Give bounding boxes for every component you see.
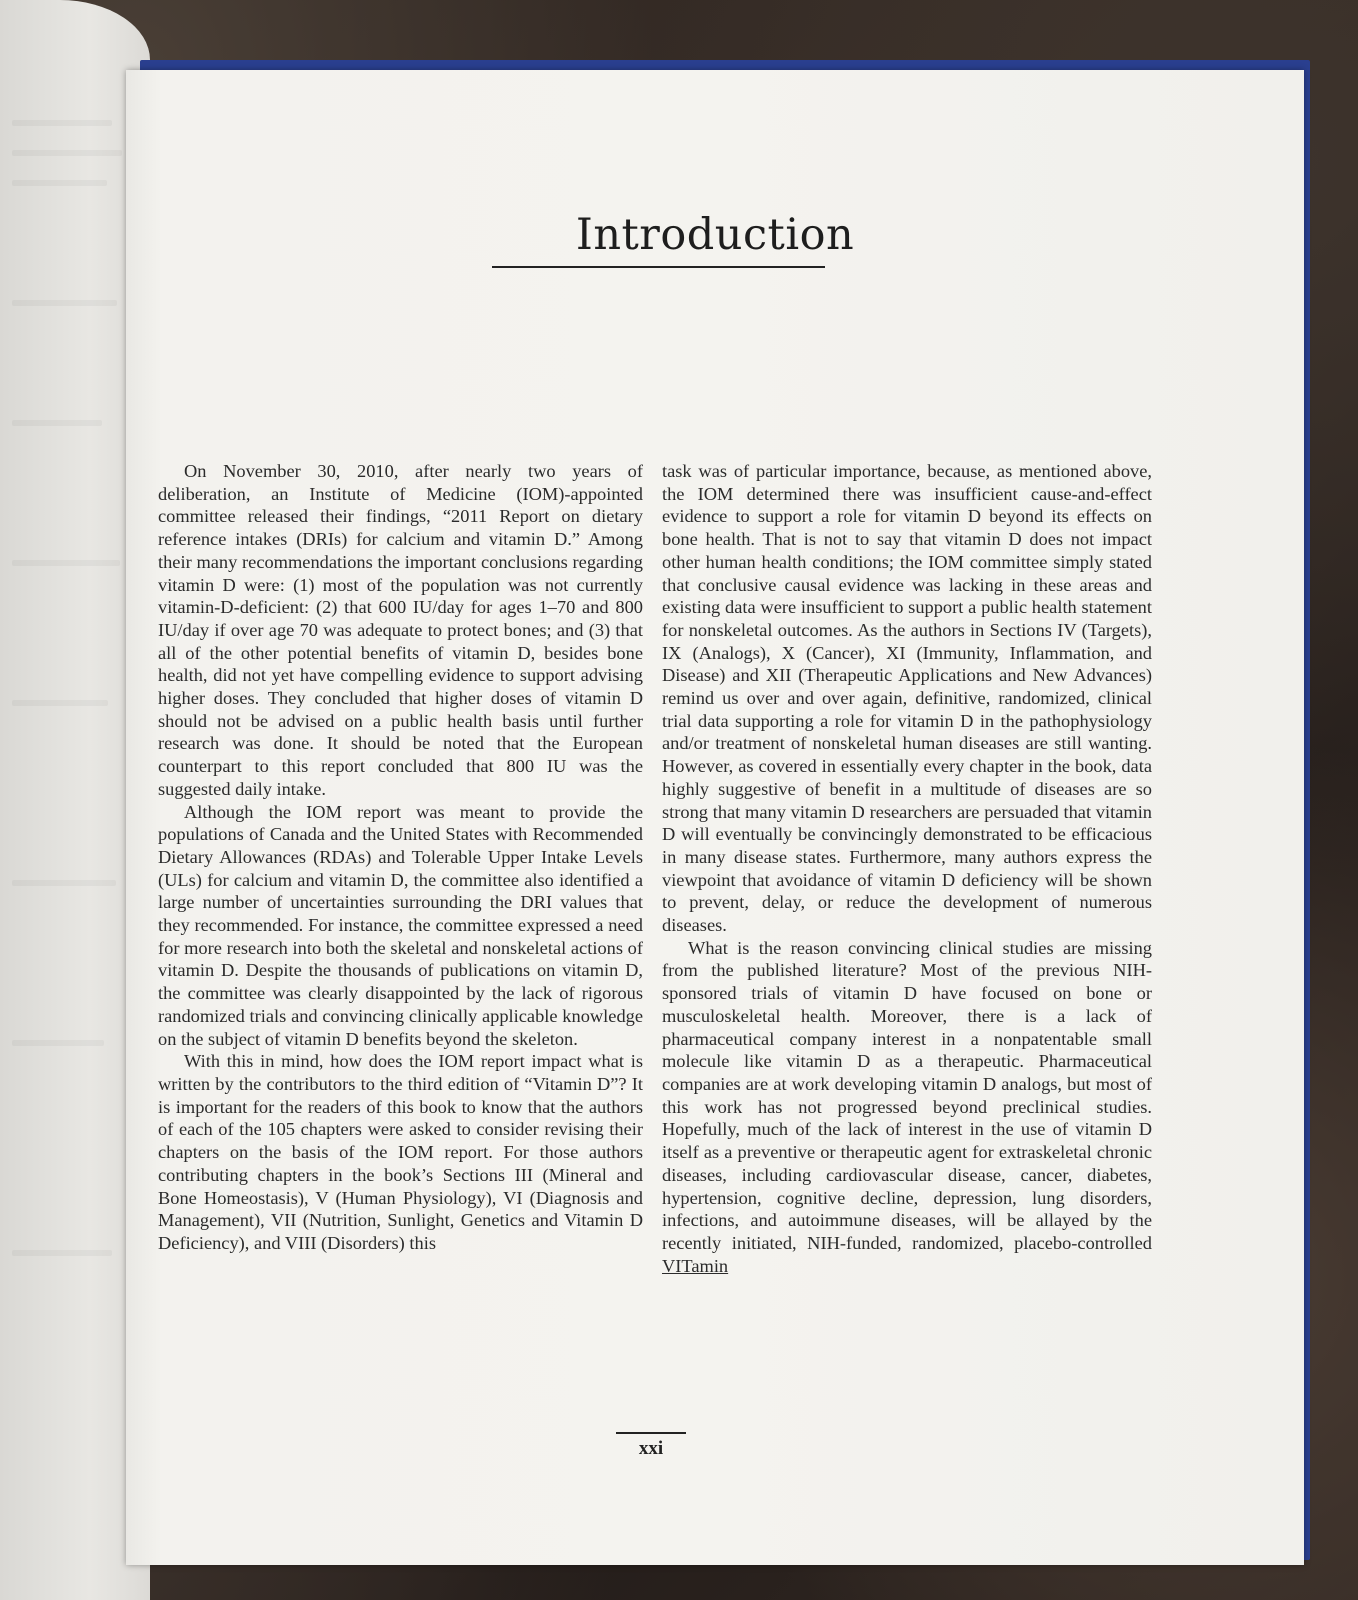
paragraph-text: What is the reason convincing clinical studies are missing from the published literature? Most of the previous NIH-sponsored trials of vitamin D have focused on bone or musculoskeletal health. Moreover, there is a lack of pharmaceutical company interest in a nonpatentable small molecule like vitamin D as a therapeutic. Pharmaceutical companies are at work developing vitamin D analogs, but most of this work has not progressed beyond preclinical studies. Hopefully, much of the lack of interest in the use of vitamin D itself as a preventive or therapeutic agent for extraskeletal chronic diseases, including cardiovascular disease, cancer, diabetes, hypertension, cognitive decline, depression, lung disorders, infections, and autoimmune diseases, will be allayed by the recently initiated, NIH-funded, randomized, placebo-controlled <box>662 937 1152 1253</box>
ghost-text-line <box>12 1040 104 1046</box>
underlined-word: VITamin <box>662 1255 729 1276</box>
page-title: Introduction <box>575 210 855 260</box>
paragraph: task was of particular importance, because, as mentioned above, the IOM determined there was insufficient cause-and-effect evidence to support a role for vitamin D beyond its effects on bone health. That is not to say that vitamin D does not impact other human health conditions; the IOM committee simply stated that conclusive causal evidence was lacking in these areas and existing data were insufficient to support a public health statement for nonskeletal outcomes. As the authors in Sections IV (Targets), IX (Analogs), X (Cancer), XI (Immunity, Inflammation, and Disease) and XII (Therapeutic Applications and New Advances) remind us over and over again, definitive, randomized, clinical trial data supporting a role for vitamin D in the pathophysiology and/or treatment of nonskeletal human diseases are still wanting. However, as covered in essentially every chapter in the book, data highly suggestive of benefit in a multitude of diseases are so strong that many vitamin D researchers are persuaded that vitamin D will eventually be convincingly demonstrated to be efficacious in many disease states. Furthermore, many authors express the viewpoint that avoidance of vitamin D deficiency will be shown to prevent, delay, or reduce the development of numerous diseases. <box>662 461 1152 936</box>
page-number: xxi <box>638 1438 664 1459</box>
ghost-text-line <box>12 560 120 566</box>
ghost-text-line <box>12 300 117 306</box>
folio-rule <box>616 1432 686 1434</box>
right-column <box>662 460 1152 1277</box>
ghost-text-line <box>12 880 116 886</box>
ghost-text-line <box>12 700 108 706</box>
left-column <box>158 460 643 1255</box>
ghost-text-line <box>12 120 112 126</box>
ghost-text-line <box>12 1250 112 1256</box>
ghost-text-line <box>12 150 122 156</box>
ghost-text-line <box>12 180 107 186</box>
book-page <box>126 70 1304 1565</box>
ghost-text-line <box>12 420 102 426</box>
paragraph: With this in mind, how does the IOM report impact what is written by the contributors to the third edition of “Vitamin D”? It is important for the readers of this book to know that the authors of each of the 105 chapters were asked to consider revising their chapters on the basis of the IOM report. For those authors contributing chapters in the book’s Sections III (Mineral and Bone Homeostasis), V (Human Physiology), VI (Diagnosis and Management), VII (Nutrition, Sunlight, Genetics and Vitamin D Deficiency), and VIII (Disorders) this <box>158 1051 643 1253</box>
paragraph <box>662 937 1152 1278</box>
paragraph: Although the IOM report was meant to provide the populations of Canada and the United States with Recommended Dietary Allowances (RDAs) and Tolerable Upper Intake Levels (ULs) for calcium and vitamin D, the committee also identified a large number of uncertainties surrounding the DRI values that they recommended. For instance, the committee expressed a need for more research into both the skeletal and nonskeletal actions of vitamin D. Despite the thousands of publications on vitamin D, the committee was clearly disappointed by the lack of rigorous randomized trials and convincing clinically applicable knowledge on the subject of vitamin D benefits beyond the skeleton. <box>158 801 643 1049</box>
paragraph: On November 30, 2010, after nearly two years of deliberation, an Institute of Medicine (IOM)-appointed committee released their findings, “2011 Report on dietary reference intakes (DRIs) for calcium and vitamin D.” Among their many recommendations the important conclusions regarding vitamin D were: (1) most of the population was not currently vitamin-D-deficient: (2) that 600 IU/day for ages 1–70 and 800 IU/day if over age 70 was adequate to protect bones; and (3) that all of the other potential benefits of vitamin D, besides bone health, did not yet have compelling evidence to support advising higher doses. They concluded that higher doses of vitamin D should not be advised on a public health basis until further research was done. It should be noted that the European counterpart to this report concluded that 800 IU was the suggested daily intake. <box>158 461 643 799</box>
title-rule <box>492 266 825 268</box>
